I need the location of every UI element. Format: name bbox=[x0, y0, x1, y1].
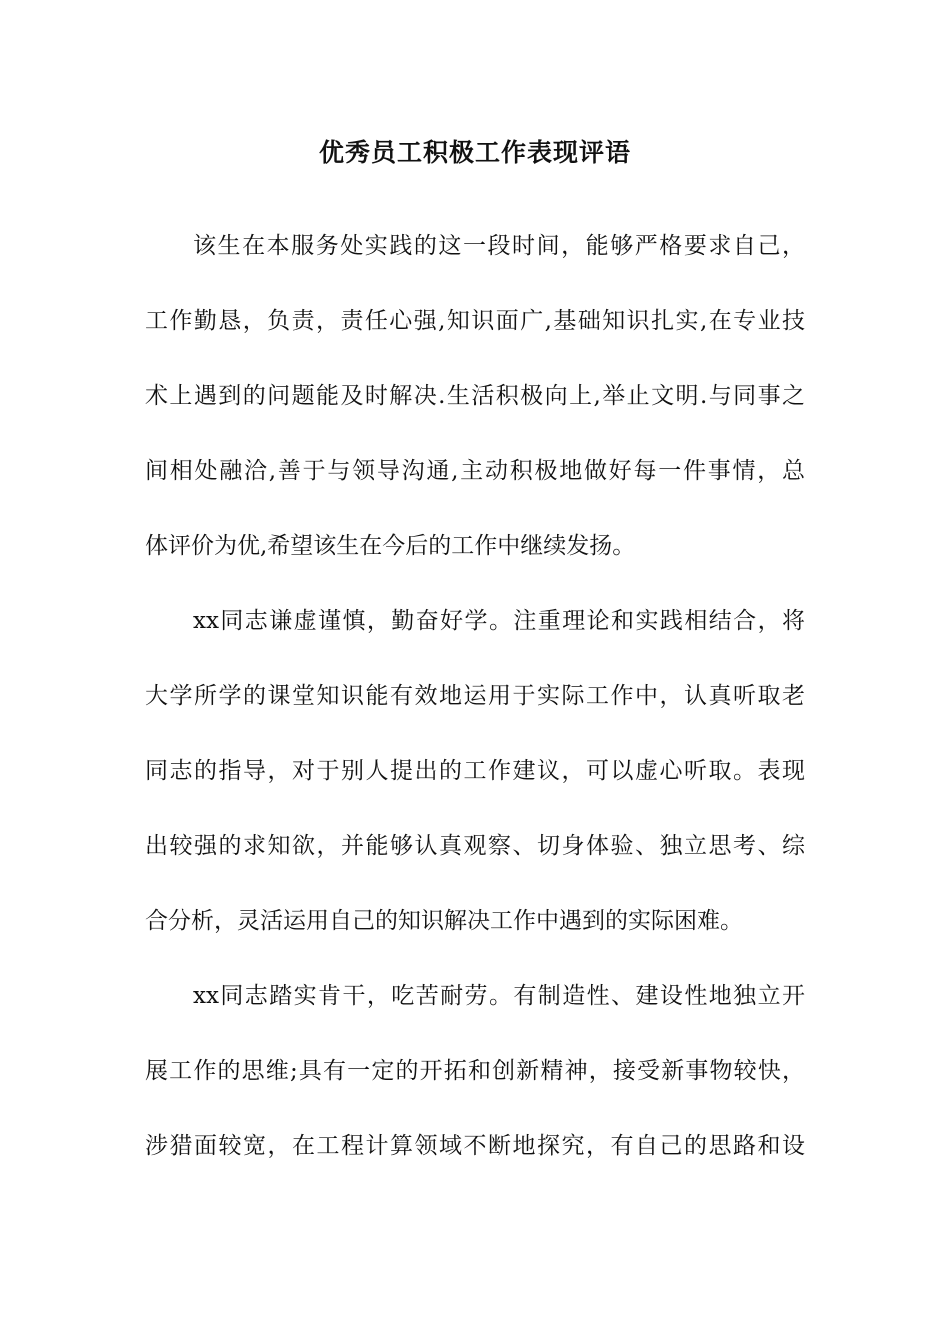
paragraph-3-line-3: 涉猎面较宽，在工程计算领域不断地探究，有自己的思路和设 bbox=[145, 1133, 805, 1159]
paragraph-1-line-5: 体评价为优,希望该生在今后的工作中继续发扬。 bbox=[145, 533, 636, 559]
paragraph-2-line-3: 同志的指导，对于别人提出的工作建议，可以虚心听取。表现 bbox=[145, 758, 805, 784]
paragraph-1-line-1: 该生在本服务处实践的这一段时间，能够严格要求自己， bbox=[193, 233, 805, 259]
paragraph-1-line-4: 间相处融洽,善于与领导沟通,主动积极地做好每一件事情，总 bbox=[145, 458, 805, 484]
paragraph-2-line-4: 出较强的求知欲，并能够认真观察、切身体验、独立思考、综 bbox=[145, 833, 805, 859]
paragraph-2-line-1: xx同志谦虚谨慎，勤奋好学。注重理论和实践相结合，将 bbox=[193, 608, 805, 634]
paragraph-1-line-3: 术上遇到的问题能及时解决.生活积极向上,举止文明.与同事之 bbox=[145, 383, 805, 409]
paragraph-2-line-5: 合分析，灵活运用自己的知识解决工作中遇到的实际困难。 bbox=[145, 908, 743, 934]
paragraph-3-line-1: xx同志踏实肯干，吃苦耐劳。有制造性、建设性地独立开 bbox=[193, 983, 805, 1009]
paragraph-2-line-2: 大学所学的课堂知识能有效地运用于实际工作中，认真听取老 bbox=[145, 683, 805, 709]
document-title: 优秀员工积极工作表现评语 bbox=[318, 138, 631, 167]
paragraph-1-line-2: 工作勤恳，负责，责任心强,知识面广,基础知识扎实,在专业技 bbox=[145, 308, 805, 334]
paragraph-3-line-2: 展工作的思维;具有一定的开拓和创新精神，接受新事物较快， bbox=[145, 1058, 805, 1084]
